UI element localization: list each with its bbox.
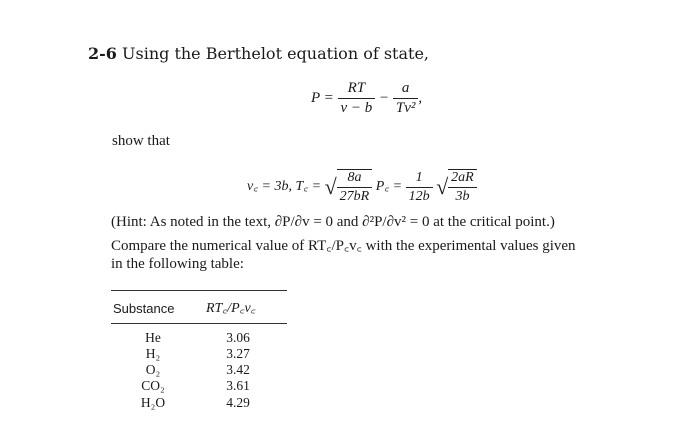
table-cell-substance: He [145, 330, 161, 345]
equation-lhs: P = [311, 89, 334, 106]
pc-numerator: 1 [406, 170, 433, 188]
table-cell-substance: H₂ [145, 346, 161, 361]
equation-term1-numerator: RT [338, 80, 376, 99]
pc-denominator: 12b [408, 188, 430, 204]
pc-radicand-numerator: 2aR [448, 170, 477, 188]
tc-radicand-numerator: 8a [337, 170, 373, 188]
table-cell-substance: CO₂ [141, 378, 165, 393]
vc-expression: v꜀ = 3b, [247, 179, 293, 195]
table-cell-ratio: 3.27 [226, 346, 250, 361]
sqrt-symbol: √ [324, 174, 337, 199]
critical-constants-equation [247, 169, 477, 205]
equation-term1 [338, 80, 376, 117]
show-that-label: show that [112, 133, 170, 149]
table-cell-ratio: 4.29 [226, 395, 250, 410]
pc-radicand-denominator: 3b [455, 189, 470, 204]
pc-coefficient [406, 170, 433, 205]
equation-term2 [393, 80, 419, 117]
table-cell-substance: O₂ [145, 362, 161, 377]
pc-sqrt [436, 169, 477, 205]
table-header-ratio: RT꜀/P꜀v꜀ [206, 301, 256, 316]
problem-intro: Using the Berthelot equation of state, [122, 44, 430, 63]
equation-term1-denominator: v − b [340, 100, 373, 116]
berthelot-equation [311, 80, 422, 117]
table-header-substance: Substance [113, 301, 175, 316]
table-cell-ratio: 3.61 [226, 378, 250, 393]
table-cell-ratio: 3.06 [226, 330, 250, 345]
equation-trail: , [418, 89, 423, 106]
equation-operator: − [379, 89, 390, 106]
equation-term2-denominator: Tv² [395, 100, 416, 116]
table-cell-ratio: 3.42 [226, 362, 250, 377]
tc-lhs: T꜀ = [295, 179, 322, 195]
problem-header [88, 44, 429, 63]
tc-sqrt [325, 169, 373, 205]
pc-lhs: P꜀ = [375, 179, 403, 195]
table-cell-substance: H₂O [140, 395, 166, 410]
compare-text-line-2: in the following table: [111, 256, 244, 272]
table-header-rule [111, 323, 287, 324]
problem-number: 2-6 [88, 44, 117, 63]
compare-text-line-1: Compare the numerical value of RT꜀/P꜀v꜀ with the experimental values given [111, 238, 576, 254]
sqrt-symbol: √ [436, 174, 449, 199]
equation-term2-numerator: a [393, 80, 419, 99]
table-top-rule [111, 290, 287, 291]
hint-text: (Hint: As noted in the text, ∂P/∂v = 0 and ∂²P/∂v² = 0 at the critical point.) [111, 214, 555, 230]
tc-radicand-denominator: 27bR [339, 189, 370, 204]
